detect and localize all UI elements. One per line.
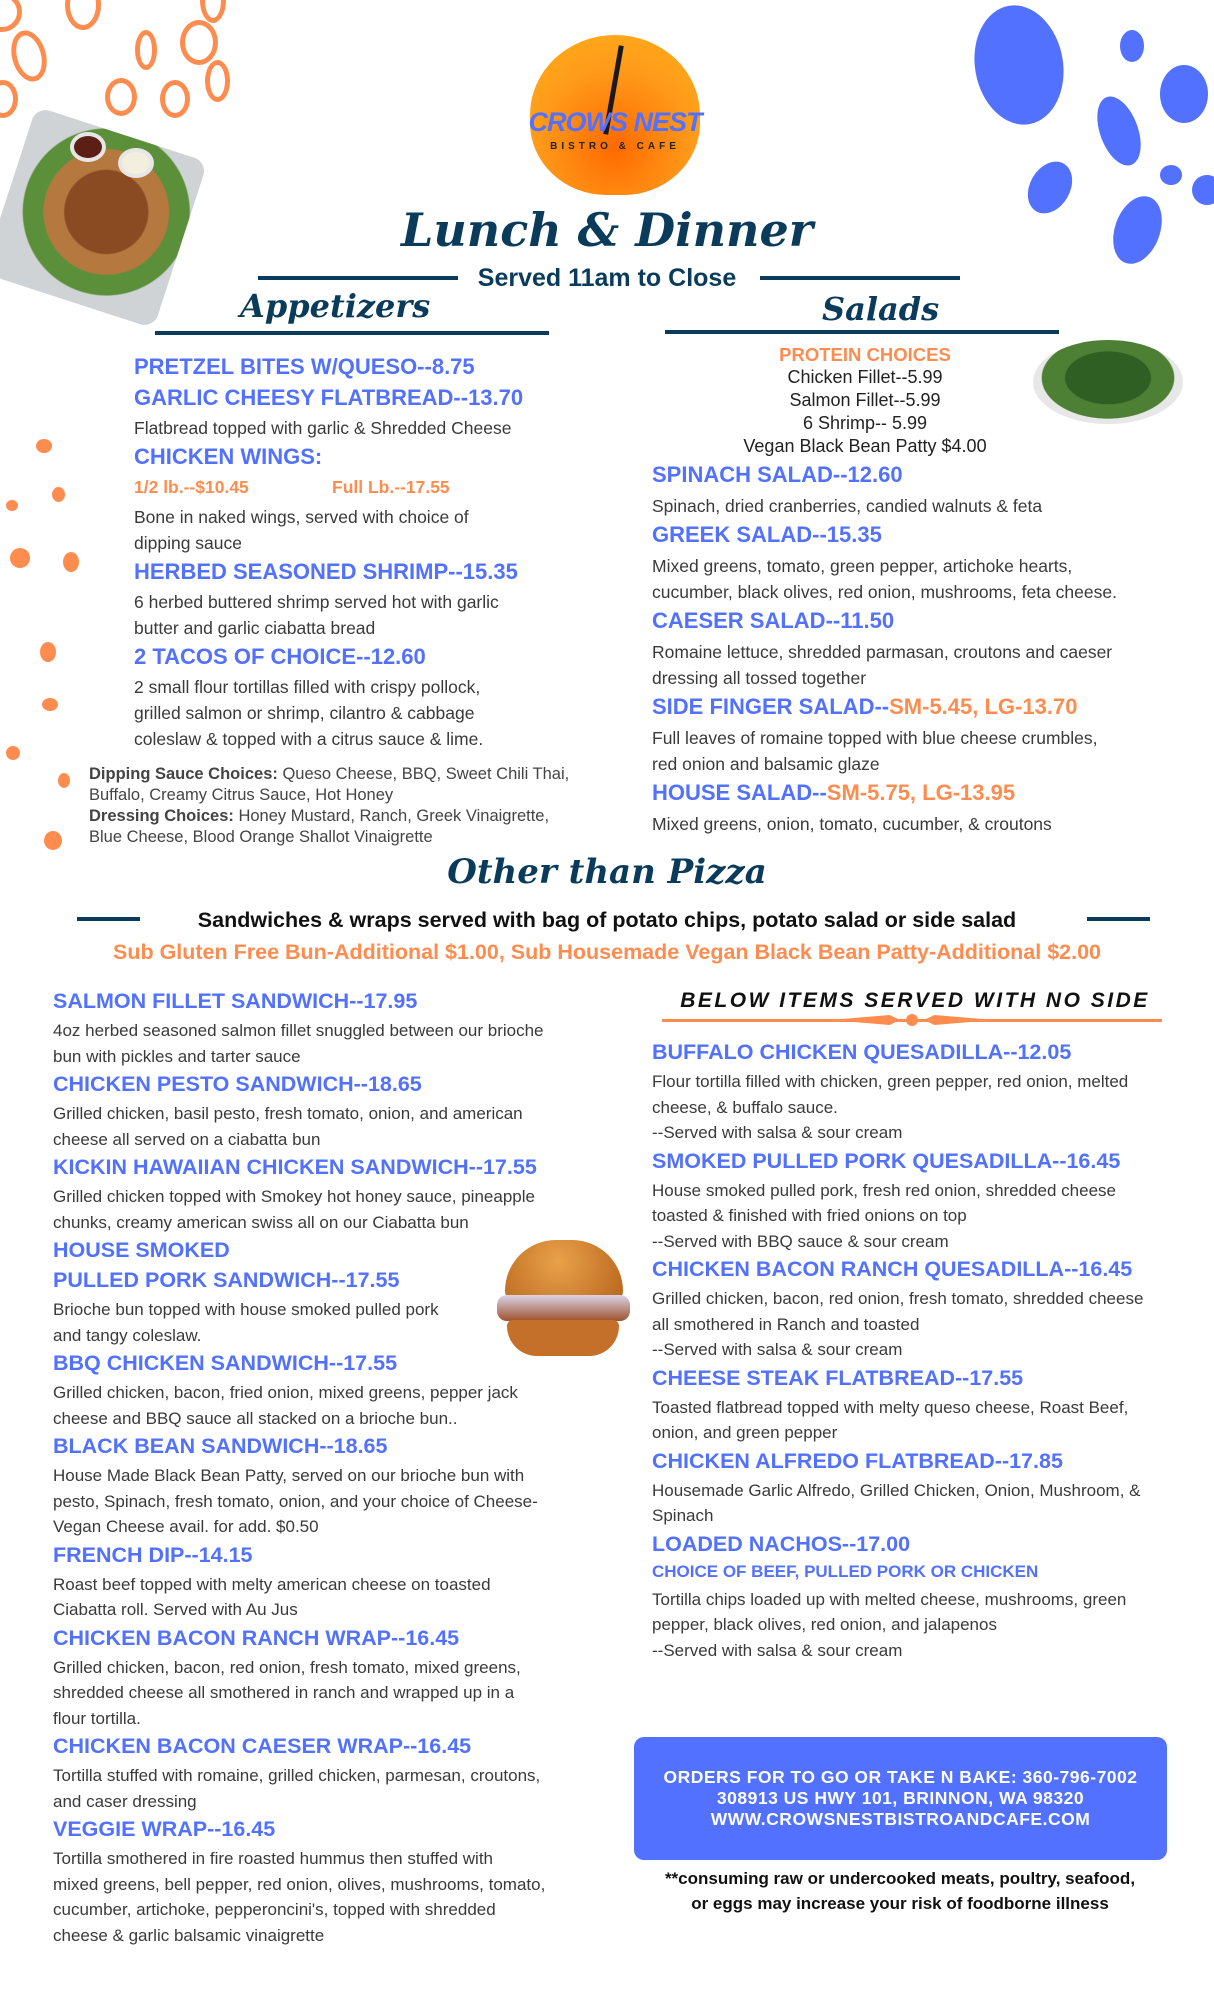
salad-photo (1033, 340, 1183, 424)
salads-heading: Salads (822, 290, 940, 328)
item-description (53, 1844, 653, 1948)
ranch-cup-icon (118, 148, 154, 178)
description-line: Toasted flatbread topped with melty queso cheese, Roast Beef, (652, 1397, 1129, 1417)
menu-item (53, 1431, 653, 1540)
item-description (652, 1585, 1202, 1664)
description-line: bun with pickles and tarter sauce (53, 1046, 301, 1066)
address: 308913 US HWY 101, BRINNON, WA 98320 (716, 1788, 1085, 1808)
item-description (53, 1570, 653, 1623)
description-line: Tortilla smothered in fire roasted hummus then stuffed with (53, 1849, 494, 1868)
item-description (53, 1761, 653, 1814)
logo-name: CROWS NEST (528, 107, 702, 137)
item-description (53, 1016, 653, 1069)
item-name: GREEK SALAD--15.35 (652, 522, 882, 547)
item-description (134, 672, 604, 752)
description-line: onion, and green pepper (652, 1423, 838, 1442)
description-line: Spinach (652, 1506, 714, 1525)
menu-item (134, 441, 604, 556)
menu-item (134, 382, 604, 441)
item-description (652, 1284, 1202, 1363)
item-title (53, 1814, 653, 1844)
item-title (53, 1152, 653, 1182)
description-line: --Served with salsa & sour cream (652, 1340, 903, 1359)
disclaimer-line: or eggs may increase your risk of foodborne illness (691, 1894, 1109, 1913)
description-line: 6 herbed buttered shrimp served hot with garlic (134, 592, 499, 612)
item-name: HOUSE SMOKED (53, 1238, 230, 1262)
other-heading: Other than Pizza (447, 852, 767, 892)
burger-photo (497, 1240, 630, 1360)
item-description (652, 637, 1192, 691)
item-description (53, 1182, 653, 1235)
item-title (134, 382, 604, 413)
order-phone[interactable]: ORDERS FOR TO GO OR TAKE N BAKE: 360-796-7002 (663, 1767, 1138, 1787)
item-description (652, 809, 1192, 837)
item-price: SM-5.45, LG-13.70 (889, 694, 1078, 719)
description-line: --Served with BBQ sauce & sour cream (652, 1231, 949, 1251)
item-description (652, 1067, 1202, 1146)
dipping-text: Queso Cheese, BBQ, Sweet Chili Thai, (277, 765, 570, 783)
item-description (53, 1461, 653, 1540)
page-title: Lunch & Dinner (400, 203, 813, 257)
item-name: CHICKEN PESTO SANDWICH--18.65 (53, 1072, 422, 1096)
description-line: Housemade Garlic Alfredo, Grilled Chicken, Onion, Mushroom, & (652, 1480, 1141, 1500)
description-line: and caser dressing (53, 1791, 197, 1811)
item-title (134, 641, 604, 672)
menu-item (652, 459, 1192, 519)
item-title (134, 556, 604, 587)
wing-prices (134, 472, 604, 502)
menu-item (652, 1037, 1202, 1146)
item-title (53, 1731, 653, 1761)
menu-item (53, 1152, 653, 1235)
menu-item (53, 1069, 653, 1152)
item-title (652, 1254, 1202, 1284)
menu-item (652, 1529, 1202, 1664)
menu-item (652, 1146, 1202, 1255)
description-line: Romaine lettuce, shredded parmasan, croutons and caeser (652, 642, 1113, 662)
protein-title: PROTEIN CHOICES (779, 344, 951, 365)
menu-item (652, 1254, 1202, 1363)
description-line: Flour tortilla filled with chicken, green pepper, red onion, melted (652, 1072, 1129, 1091)
item-name: BBQ CHICKEN SANDWICH--17.55 (53, 1351, 398, 1375)
menu-item (652, 519, 1192, 605)
item-name: CHICKEN ALFREDO FLATBREAD--17.85 (652, 1448, 1063, 1473)
description-line: --Served with salsa & sour cream (652, 1123, 903, 1142)
description-line: Mixed greens, tomato, green pepper, artichoke hearts, (652, 556, 1073, 576)
menu-item (652, 691, 1192, 777)
description-line: cheese and BBQ sauce all stacked on a brioche bun.. (53, 1408, 458, 1428)
menu-item (53, 986, 653, 1069)
item-name: CHICKEN BACON RANCH QUESADILLA--16.45 (652, 1257, 1133, 1281)
salads-list (652, 459, 1192, 837)
item-name: SMOKED PULLED PORK QUESADILLA--16.45 (652, 1148, 1121, 1173)
description-line: cheese & garlic balsamic vinaigrette (53, 1925, 325, 1945)
item-description (652, 723, 1192, 777)
description-line: Grilled chicken, bacon, red onion, fresh tomato, shredded cheese (652, 1289, 1144, 1308)
description-line: butter and garlic ciabatta bread (134, 618, 376, 638)
description-line: Ciabatta roll. Served with Au Jus (53, 1600, 298, 1619)
description-line: 4oz herbed seasoned salmon fillet snuggled between our brioche (53, 1021, 544, 1040)
description-line: Vegan Cheese avail. for add. $0.50 (53, 1517, 319, 1536)
item-name: CHICKEN BACON CAESER WRAP--16.45 (53, 1734, 472, 1758)
sandwiches-list (53, 986, 653, 1948)
food-safety-disclaimer (620, 1866, 1180, 1916)
item-title (53, 1540, 653, 1570)
menu-item (53, 1348, 653, 1431)
item-title (53, 1623, 653, 1653)
description-line: all smothered in Ranch and toasted (652, 1314, 920, 1334)
item-name: GARLIC CHEESY FLATBREAD--13.70 (134, 385, 524, 410)
item-name: 2 TACOS OF CHOICE--12.60 (134, 644, 426, 669)
item-title (53, 986, 653, 1016)
description-line: Full leaves of romaine topped with blue cheese crumbles, (652, 728, 1098, 748)
menu-item (53, 1623, 653, 1732)
item-title (652, 777, 1192, 809)
no-side-heading: BELOW ITEMS SERVED WITH NO SIDE (680, 989, 1150, 1012)
item-description (134, 502, 604, 556)
description-line: mixed greens, bell pepper, red onion, olives, mushrooms, tomato, (53, 1874, 546, 1894)
description-line: flour tortilla. (53, 1708, 141, 1728)
item-description (652, 551, 1192, 605)
description-line: coleslaw & topped with a citrus sauce & lime. (134, 729, 484, 749)
description-line: Grilled chicken, basil pesto, fresh tomato, onion, and american (53, 1104, 523, 1123)
dipping-label: Dipping Sauce Choices: (89, 765, 278, 783)
description-line: Grilled chicken, bacon, fried onion, mixed greens, pepper jack (53, 1383, 518, 1402)
sauce-cup-icon (70, 132, 106, 162)
item-title (652, 1146, 1202, 1176)
item-name: BUFFALO CHICKEN QUESADILLA--12.05 (652, 1040, 1072, 1064)
description-line: Brioche bun topped with house smoked pulled pork (53, 1300, 439, 1319)
item-description (652, 491, 1192, 519)
description-line: grilled salmon or shrimp, cilantro & cabbage (134, 703, 475, 723)
menu-item (652, 1446, 1202, 1529)
description-line: Roast beef topped with melty american cheese on toasted (53, 1574, 491, 1594)
item-description (53, 1099, 653, 1152)
sauce-dressing-note (89, 764, 629, 848)
item-name: CHICKEN WINGS: (134, 444, 323, 469)
item-description (652, 1176, 1202, 1255)
protein-option: Chicken Fillet--5.99 (787, 367, 943, 387)
description-line: Grilled chicken topped with Smokey hot honey sauce, pineapple (53, 1187, 535, 1206)
item-name: VEGGIE WRAP--16.45 (53, 1817, 276, 1841)
item-name: CAESER SALAD--11.50 (652, 608, 895, 633)
item-price: SM-5.75, LG-13.95 (826, 780, 1016, 805)
ornament-diamond-icon (924, 1015, 994, 1025)
description-line: shredded cheese all smothered in ranch and wrapped up in a (53, 1683, 515, 1702)
protein-choices (680, 343, 1050, 458)
item-description (53, 1378, 653, 1431)
item-title (652, 459, 1192, 491)
description-line: Spinach, dried cranberries, candied walnuts & feta (652, 496, 1043, 516)
description-line: Bone in naked wings, served with choice of (134, 507, 469, 527)
description-line: House Made Black Bean Patty, served on our brioche bun with (53, 1466, 525, 1485)
item-title (652, 1529, 1202, 1559)
item-title (652, 1363, 1202, 1393)
served-hours: Served 11am to Close (477, 264, 737, 292)
menu-item (53, 1731, 653, 1814)
item-name: CHICKEN BACON RANCH WRAP--16.45 (53, 1625, 460, 1650)
description-line: toasted & finished with fried onions on top (652, 1206, 967, 1225)
description-line: cucumber, black olives, red onion, mushrooms, feta cheese. (652, 582, 1117, 602)
menu-item (53, 1540, 653, 1623)
item-name: SIDE FINGER SALAD-- (652, 694, 890, 719)
menu-item (134, 351, 604, 382)
dressing-text: Honey Mustard, Ranch, Greek Vinaigrette, (233, 807, 550, 825)
item-title (652, 519, 1192, 551)
item-title (53, 1069, 653, 1099)
description-line: and tangy coleslaw. (53, 1325, 202, 1345)
ornament-dot-icon (906, 1014, 918, 1026)
item-description (652, 1476, 1202, 1529)
description-line: Tortilla chips loaded up with melted cheese, mushrooms, green (652, 1589, 1127, 1609)
description-line: chunks, creamy american swiss all on our Ciabatta bun (53, 1212, 469, 1232)
item-title (652, 691, 1192, 723)
item-name: BLACK BEAN SANDWICH--18.65 (53, 1434, 388, 1458)
menu-item (134, 556, 604, 641)
item-name: LOADED NACHOS--17.00 (652, 1531, 911, 1556)
description-line: House smoked pulled pork, fresh red onion, shredded cheese (652, 1180, 1117, 1200)
dipping-text: Buffalo, Creamy Citrus Sauce, Hot Honey (89, 786, 394, 804)
description-line: Tortilla stuffed with romaine, grilled chicken, parmesan, croutons, (53, 1766, 541, 1785)
appetizers-list (134, 351, 604, 752)
contact-box (634, 1737, 1167, 1860)
description-line: --Served with salsa & sour cream (652, 1640, 903, 1660)
appetizers-heading: Appetizers (240, 287, 431, 325)
description-line: dressing all tossed together (652, 668, 867, 688)
item-name: SPINACH SALAD--12.60 (652, 462, 903, 487)
divider (155, 331, 549, 335)
item-title (134, 351, 604, 382)
description-line: Flatbread topped with garlic & Shredded Cheese (134, 418, 512, 438)
item-title (652, 1037, 1202, 1067)
item-subtitle: CHOICE OF BEEF, PULLED PORK OR CHICKEN (652, 1561, 1039, 1581)
item-name: HERBED SEASONED SHRIMP--15.35 (134, 559, 518, 584)
item-title: PULLED PORK SANDWICH--17.55 (53, 1268, 400, 1292)
no-side-list (652, 1037, 1202, 1663)
description-line: cheese, & buffalo sauce. (652, 1097, 838, 1117)
menu-item (652, 605, 1192, 691)
description-line: dipping sauce (134, 533, 242, 553)
menu-item (652, 1363, 1202, 1446)
protein-option: Vegan Black Bean Patty $4.00 (743, 436, 987, 456)
item-description (652, 1393, 1202, 1446)
item-title (652, 605, 1192, 637)
item-name: KICKIN HAWAIIAN CHICKEN SANDWICH--17.55 (53, 1155, 537, 1179)
item-title (53, 1431, 653, 1461)
dressing-label: Dressing Choices: (89, 807, 234, 825)
item-name: HOUSE SALAD-- (652, 780, 827, 805)
wing-price: 1/2 lb.--$10.45 (134, 477, 249, 497)
disclaimer-line: **consuming raw or undercooked meats, poultry, seafood, (664, 1869, 1136, 1888)
description-line: red onion and balsamic glaze (652, 754, 880, 774)
description-line: Mixed greens, onion, tomato, cucumber, & croutons (652, 814, 1052, 834)
description-line: 2 small flour tortillas filled with crispy pollock, (134, 677, 481, 697)
website-link[interactable]: WWW.CROWSNESTBISTROANDCAFE.COM (710, 1809, 1091, 1829)
item-description (53, 1653, 653, 1732)
menu-item (652, 777, 1192, 837)
item-name: PRETZEL BITES W/QUESO--8.75 (134, 354, 475, 379)
item-description (134, 587, 604, 641)
description-line: cucumber, artichoke, pepperoncini's, topped with shredded (53, 1900, 496, 1919)
item-name: FRENCH DIP--14.15 (53, 1542, 253, 1567)
wing-price: Full Lb.--17.55 (332, 477, 450, 497)
logo-tagline: BISTRO & CAFE (550, 141, 680, 152)
protein-option: Salmon Fillet--5.99 (789, 390, 941, 410)
menu-item (134, 641, 604, 752)
logo (525, 35, 705, 203)
protein-option: 6 Shrimp-- 5.99 (802, 413, 928, 433)
description-line: Grilled chicken, bacon, red onion, fresh tomato, mixed greens, (53, 1657, 521, 1677)
ornament-diamond-icon (830, 1015, 900, 1025)
divider (665, 330, 1059, 334)
sides-note: Sandwiches & wraps served with bag of potato chips, potato salad or side salad (197, 908, 1017, 932)
item-title (134, 441, 604, 472)
item-description (134, 413, 604, 441)
item-title (652, 1446, 1202, 1476)
description-line: pesto, Spinach, fresh tomato, onion, and your choice of Cheese- (53, 1491, 538, 1511)
item-name: CHEESE STEAK FLATBREAD--17.55 (652, 1365, 1024, 1390)
description-line: cheese all served on a ciabatta bun (53, 1129, 321, 1149)
dressing-text: Blue Cheese, Blood Orange Shallot Vinaigrette (89, 828, 433, 846)
menu-item (53, 1814, 653, 1948)
substitution-note: Sub Gluten Free Bun-Additional $1.00, Sub Housemade Vegan Black Bean Patty-Additional $2.00 (112, 940, 1102, 964)
item-name: SALMON FILLET SANDWICH--17.95 (53, 989, 418, 1013)
description-line: pepper, black olives, red onion, and jalapenos (652, 1615, 997, 1634)
